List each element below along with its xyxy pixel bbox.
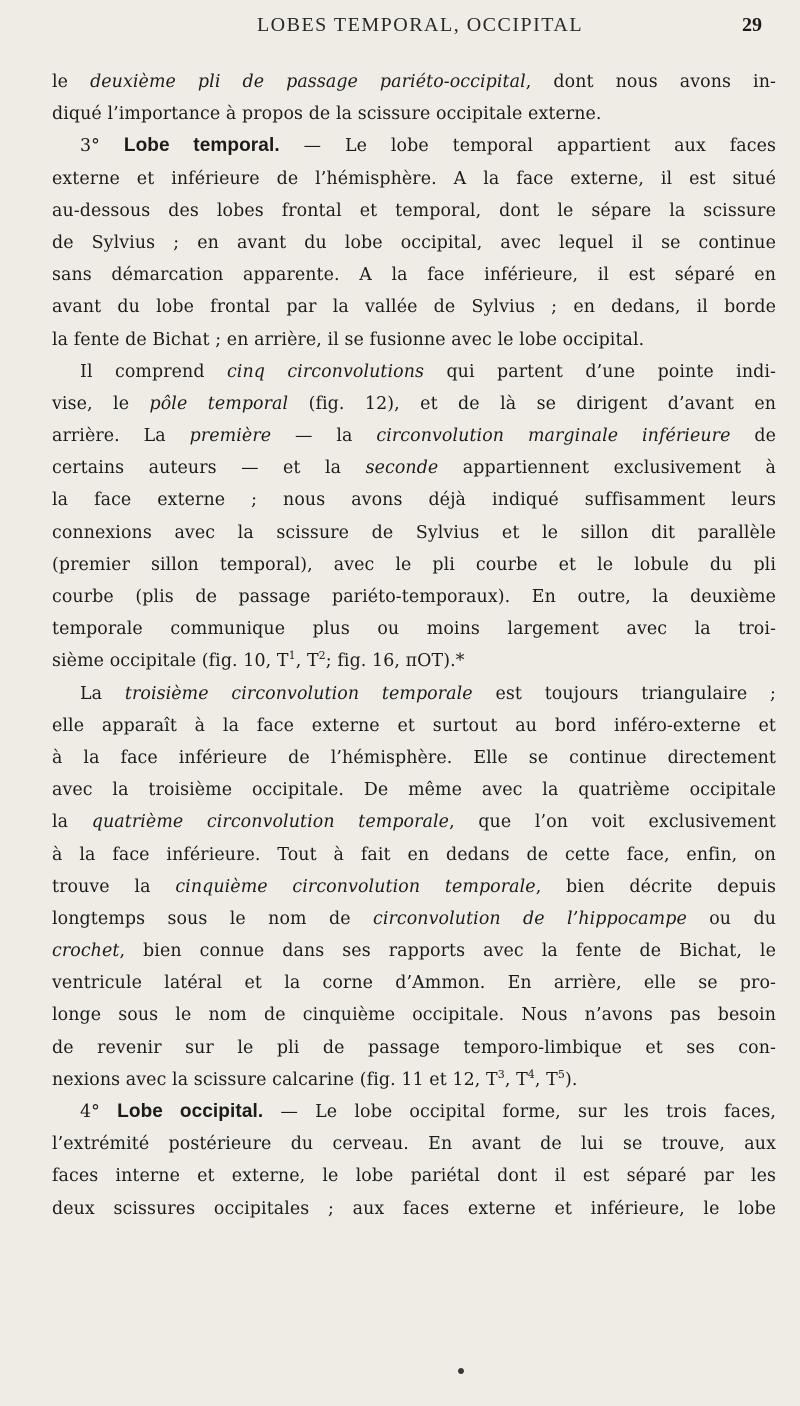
running-title: LOBES TEMPORAL, OCCIPITAL (256, 14, 584, 36)
text-line: deux scissures occipitales ; aux faces externe et inférieure, le lobe (52, 1198, 776, 1219)
text-run: ; fig. 16, πOT).* (325, 651, 465, 672)
text-run: , T (534, 1069, 558, 1090)
italic-term: circonvolution marginale inférieure (376, 426, 731, 447)
text-line (52, 452, 776, 484)
section-number: 4° (80, 1102, 118, 1122)
text-run: de (730, 426, 776, 447)
text-run: La (80, 683, 125, 704)
page-number: 29 (742, 14, 762, 36)
ink-speck (458, 1368, 464, 1374)
italic-term: troisième circonvolution temporale (124, 683, 473, 704)
text-run: longtemps sous le nom de (52, 908, 373, 929)
body-text (52, 66, 776, 1225)
text-line: la fente de Bichat ; en arrière, il se fusionne avec le lobe occipital. (52, 329, 645, 350)
text-run: , T (504, 1069, 528, 1090)
italic-term: circonvolution de l’hippocampe (372, 908, 687, 929)
italic-term: crochet (52, 941, 120, 962)
text-run: arrière. La (52, 426, 190, 447)
text-line (52, 645, 776, 677)
text-run: vise, le (52, 393, 150, 414)
superscript: 2 (318, 649, 326, 663)
text-line (52, 871, 776, 903)
text-line: à la face inférieure de l’hémisphère. Elle se continue directement (52, 747, 776, 768)
text-line: à la face inférieure. Tout à fait en dedans de cette face, enfin, on (52, 844, 776, 865)
text-line: longe sous le nom de cinquième occipitale. Nous n’avons pas besoin (52, 1005, 776, 1026)
italic-term: deuxième pli de passage pariéto-occipital (90, 72, 526, 92)
text-run: ). (564, 1069, 578, 1090)
text-run: est toujours triangulaire ; (472, 683, 777, 704)
text-line: de Sylvius ; en avant du lobe occipital, avec lequel il se continue (52, 232, 776, 253)
section-heading-line (52, 130, 776, 162)
text-line: ventricule latéral et la corne d’Ammon. En arrière, elle se pro- (52, 973, 776, 994)
italic-term: première (189, 426, 272, 447)
text-run: — Le lobe occipital forme, sur les trois faces, (263, 1102, 776, 1122)
superscript: 1 (288, 649, 296, 663)
section-heading-line (52, 1096, 776, 1128)
text-line: externe et inférieure de l’hémisphère. A la face externe, il est situé (52, 168, 776, 189)
section-heading-occipital: Lobe occipital. (117, 1101, 264, 1122)
text-run: , bien décrite depuis (535, 876, 776, 897)
superscript: 3 (497, 1068, 505, 1082)
italic-term: cinquième circonvolution temporale (175, 876, 536, 897)
text-run: , T (295, 651, 319, 672)
text-run: ou du (686, 908, 776, 929)
text-run: certains auteurs — et la (52, 458, 366, 479)
section-number: 3° (80, 136, 124, 157)
text-line (52, 903, 776, 935)
section-heading-temporal: Lobe temporal. (123, 135, 280, 157)
italic-term: pôle temporal (149, 393, 289, 414)
text-run: le (52, 72, 91, 92)
text-line (52, 388, 776, 420)
text-run: — la (271, 426, 377, 447)
italic-term: cinq circonvolutions (226, 361, 425, 382)
text-line: faces interne et externe, le lobe pariétal dont il est séparé par les (52, 1166, 776, 1187)
superscript: 4 (527, 1068, 535, 1082)
text-line: sans démarcation apparente. A la face inférieure, il est séparé en (52, 265, 776, 286)
text-run: appartiennent exclusivement à (438, 458, 776, 479)
text-line (52, 1064, 776, 1096)
text-line (52, 678, 776, 710)
text-run: sième occipitale (fig. 10, T (52, 651, 289, 672)
italic-term: quatrième circonvolution temporale (91, 812, 450, 833)
text-run: nexions avec la scissure calcarine (fig. 11 et 12, T (52, 1069, 498, 1090)
text-line (52, 806, 776, 838)
text-line: au-dessous des lobes frontal et temporal, dont le sépare la scissure (52, 200, 776, 221)
text-line (52, 66, 776, 98)
text-line: courbe (plis de passage pariéto-temporaux). En outre, la deuxième (52, 587, 776, 607)
text-line: temporale communique plus ou moins largement avec la troi- (52, 619, 776, 640)
text-run: la (52, 812, 92, 833)
text-line (52, 420, 776, 452)
text-line: avant du lobe frontal par la vallée de Sylvius ; en dedans, il borde (52, 297, 776, 318)
text-run: Il comprend (80, 361, 227, 382)
text-line: diqué l’importance à propos de la scissure occipitale externe. (52, 104, 602, 125)
superscript: 5 (557, 1068, 565, 1082)
text-line: l’extrémité postérieure du cerveau. En avant de lui se trouve, aux (52, 1134, 776, 1155)
text-run: , dont nous avons in- (525, 72, 776, 92)
text-line: (premier sillon temporal), avec le pli courbe et le lobule du pli (52, 554, 776, 575)
running-head (70, 14, 770, 44)
text-run: , bien connue dans ses rapports avec la fente de Bichat, le (119, 941, 776, 962)
text-line (52, 935, 776, 967)
text-line: de revenir sur le pli de passage temporo-limbique et ses con- (52, 1037, 776, 1058)
text-line (52, 356, 776, 388)
text-line: connexions avec la scissure de Sylvius et le sillon dit parallèle (52, 522, 776, 543)
text-line: elle apparaît à la face externe et surtout au bord inféro-externe et (52, 715, 776, 736)
text-run: — Le lobe temporal appartient aux faces (279, 136, 776, 157)
text-line: la face externe ; nous avons déjà indiqué suffisamment leurs (52, 490, 776, 511)
text-run: , que l’on voit exclusivement (449, 812, 776, 833)
text-run: trouve la (52, 876, 176, 897)
italic-term: seconde (365, 458, 439, 479)
text-run: (fig. 12), et de là se dirigent d’avant en (288, 393, 777, 414)
text-run: qui partent d’une pointe indi- (424, 361, 777, 382)
text-line: avec la troisième occipitale. De même avec la quatrième occipitale (52, 780, 776, 801)
